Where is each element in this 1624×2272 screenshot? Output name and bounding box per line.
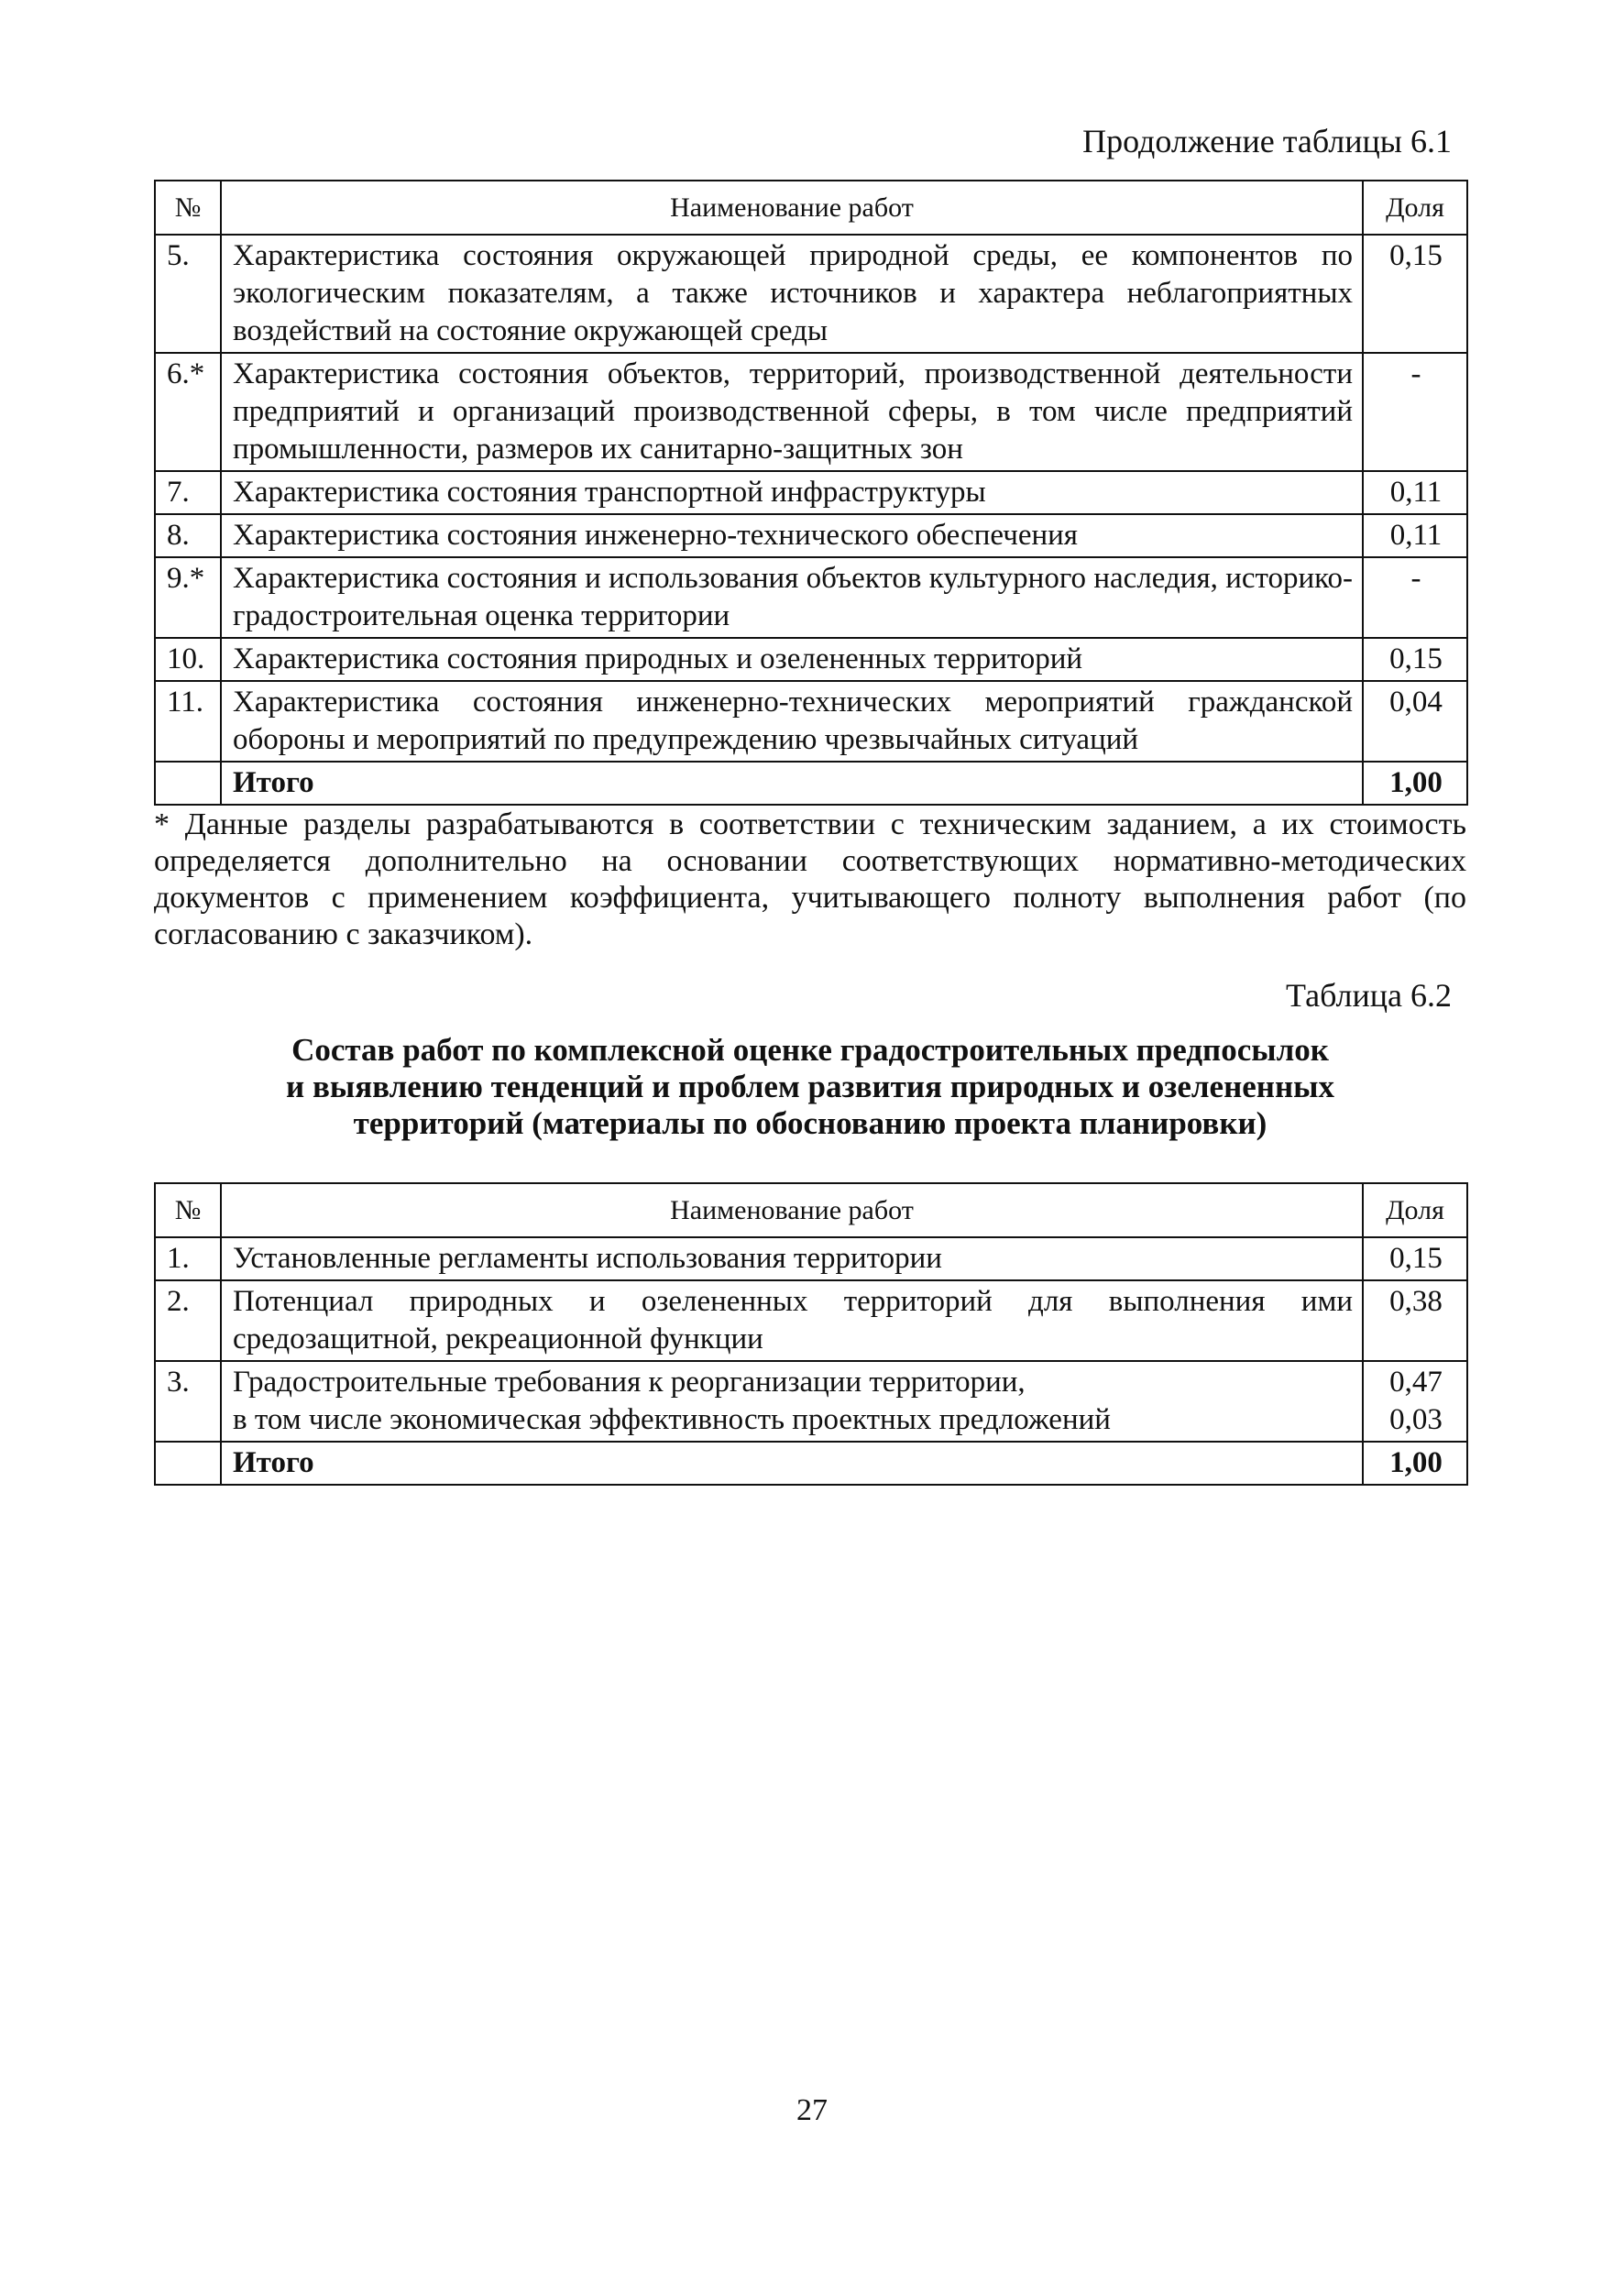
row-share: 0,11 bbox=[1363, 514, 1467, 557]
row-share: 0,11 bbox=[1363, 471, 1467, 514]
table-row bbox=[155, 235, 1467, 353]
header-num: № bbox=[155, 181, 221, 235]
title-line: территорий (материалы по обоснованию проекта планировки) bbox=[353, 1105, 1267, 1141]
row-share: 0,15 bbox=[1363, 638, 1467, 681]
header-name: Наименование работ bbox=[221, 1183, 1363, 1237]
row-name-line: Градостроительные требования к реорганизации территории, bbox=[233, 1366, 1026, 1399]
table-row bbox=[155, 1361, 1467, 1442]
page-number: 27 bbox=[796, 2093, 828, 2127]
table-6-2-caption: Таблица 6.2 bbox=[1286, 977, 1452, 1014]
total-share: 1,00 bbox=[1363, 1442, 1467, 1485]
row-num: 7. bbox=[155, 471, 221, 514]
row-num: 1. bbox=[155, 1237, 221, 1280]
row-name: Характеристика состояния инженерно-технического обеспечения bbox=[221, 514, 1363, 557]
table-header-row bbox=[155, 1183, 1467, 1237]
row-share: 0,15 bbox=[1363, 1237, 1467, 1280]
table-row bbox=[155, 1280, 1467, 1361]
table-row bbox=[155, 514, 1467, 557]
row-share-line: 0,03 bbox=[1389, 1403, 1443, 1436]
table-row bbox=[155, 1237, 1467, 1280]
row-name: Характеристика состояния и использования объектов культурного наследия, историко-градостроительная оценка территории bbox=[221, 557, 1363, 638]
row-share bbox=[1363, 1361, 1467, 1442]
table-row bbox=[155, 638, 1467, 681]
row-share: 0,38 bbox=[1363, 1280, 1467, 1361]
table-6-2-title bbox=[154, 1032, 1466, 1142]
footnote: * Данные разделы разрабатываются в соответствии с техническим заданием, а их стоимость определяется дополнительно на основании соответствующих нормативно-методических документов с применением коэффициента, учитывающего полноту выполнения работ (по согласованию с заказчиком). bbox=[154, 807, 1466, 951]
table-continuation-caption: Продолжение таблицы 6.1 bbox=[1082, 123, 1452, 159]
row-name: Характеристика состояния окружающей природной среды, ее компонентов по экологическим показателям, а также источников и характера неблагоприятных воздействий на состояние окружающей среды bbox=[221, 235, 1363, 353]
total-label: Итого bbox=[221, 762, 1363, 805]
row-num: 5. bbox=[155, 235, 221, 353]
header-name: Наименование работ bbox=[221, 181, 1363, 235]
table-total-row bbox=[155, 1442, 1467, 1485]
row-num: 3. bbox=[155, 1361, 221, 1442]
works-table-6-2 bbox=[154, 1182, 1468, 1486]
table-row bbox=[155, 353, 1467, 471]
row-share: 0,15 bbox=[1363, 235, 1467, 353]
table-total-row bbox=[155, 762, 1467, 805]
row-num: 6.* bbox=[155, 353, 221, 471]
title-line: Состав работ по комплексной оценке градостроительных предпосылок bbox=[291, 1032, 1329, 1068]
row-name: Характеристика состояния транспортной инфраструктуры bbox=[221, 471, 1363, 514]
row-name-line: в том числе экономическая эффективность проектных предложений bbox=[233, 1403, 1111, 1436]
row-name: Характеристика состояния природных и озелененных территорий bbox=[221, 638, 1363, 681]
table-row bbox=[155, 557, 1467, 638]
table-header-row bbox=[155, 181, 1467, 235]
row-share: 0,04 bbox=[1363, 681, 1467, 762]
table-row bbox=[155, 471, 1467, 514]
row-num: 8. bbox=[155, 514, 221, 557]
title-line: и выявлению тенденций и проблем развития природных и озелененных bbox=[286, 1069, 1334, 1104]
row-share-line: 0,47 bbox=[1389, 1366, 1443, 1399]
row-name bbox=[221, 1361, 1363, 1442]
table-row bbox=[155, 681, 1467, 762]
total-share: 1,00 bbox=[1363, 762, 1467, 805]
total-empty-cell bbox=[155, 762, 221, 805]
row-num: 10. bbox=[155, 638, 221, 681]
row-name: Потенциал природных и озелененных территорий для выполнения ими средозащитной, рекреационной функции bbox=[221, 1280, 1363, 1361]
row-name: Установленные регламенты использования территории bbox=[221, 1237, 1363, 1280]
row-num: 11. bbox=[155, 681, 221, 762]
row-share: - bbox=[1363, 557, 1467, 638]
works-table-6-1 bbox=[154, 180, 1468, 806]
total-label: Итого bbox=[221, 1442, 1363, 1485]
row-share: - bbox=[1363, 353, 1467, 471]
row-num: 9.* bbox=[155, 557, 221, 638]
total-empty-cell bbox=[155, 1442, 221, 1485]
header-share: Доля bbox=[1363, 181, 1467, 235]
row-num: 2. bbox=[155, 1280, 221, 1361]
row-name: Характеристика состояния инженерно-технических мероприятий гражданской обороны и мероприятий по предупреждению чрезвычайных ситуаций bbox=[221, 681, 1363, 762]
header-num: № bbox=[155, 1183, 221, 1237]
header-share: Доля bbox=[1363, 1183, 1467, 1237]
row-name: Характеристика состояния объектов, территорий, производственной деятельности предприятий и организаций производственной сферы, в том числе предприятий промышленности, размеров их санитарно-защитных зон bbox=[221, 353, 1363, 471]
